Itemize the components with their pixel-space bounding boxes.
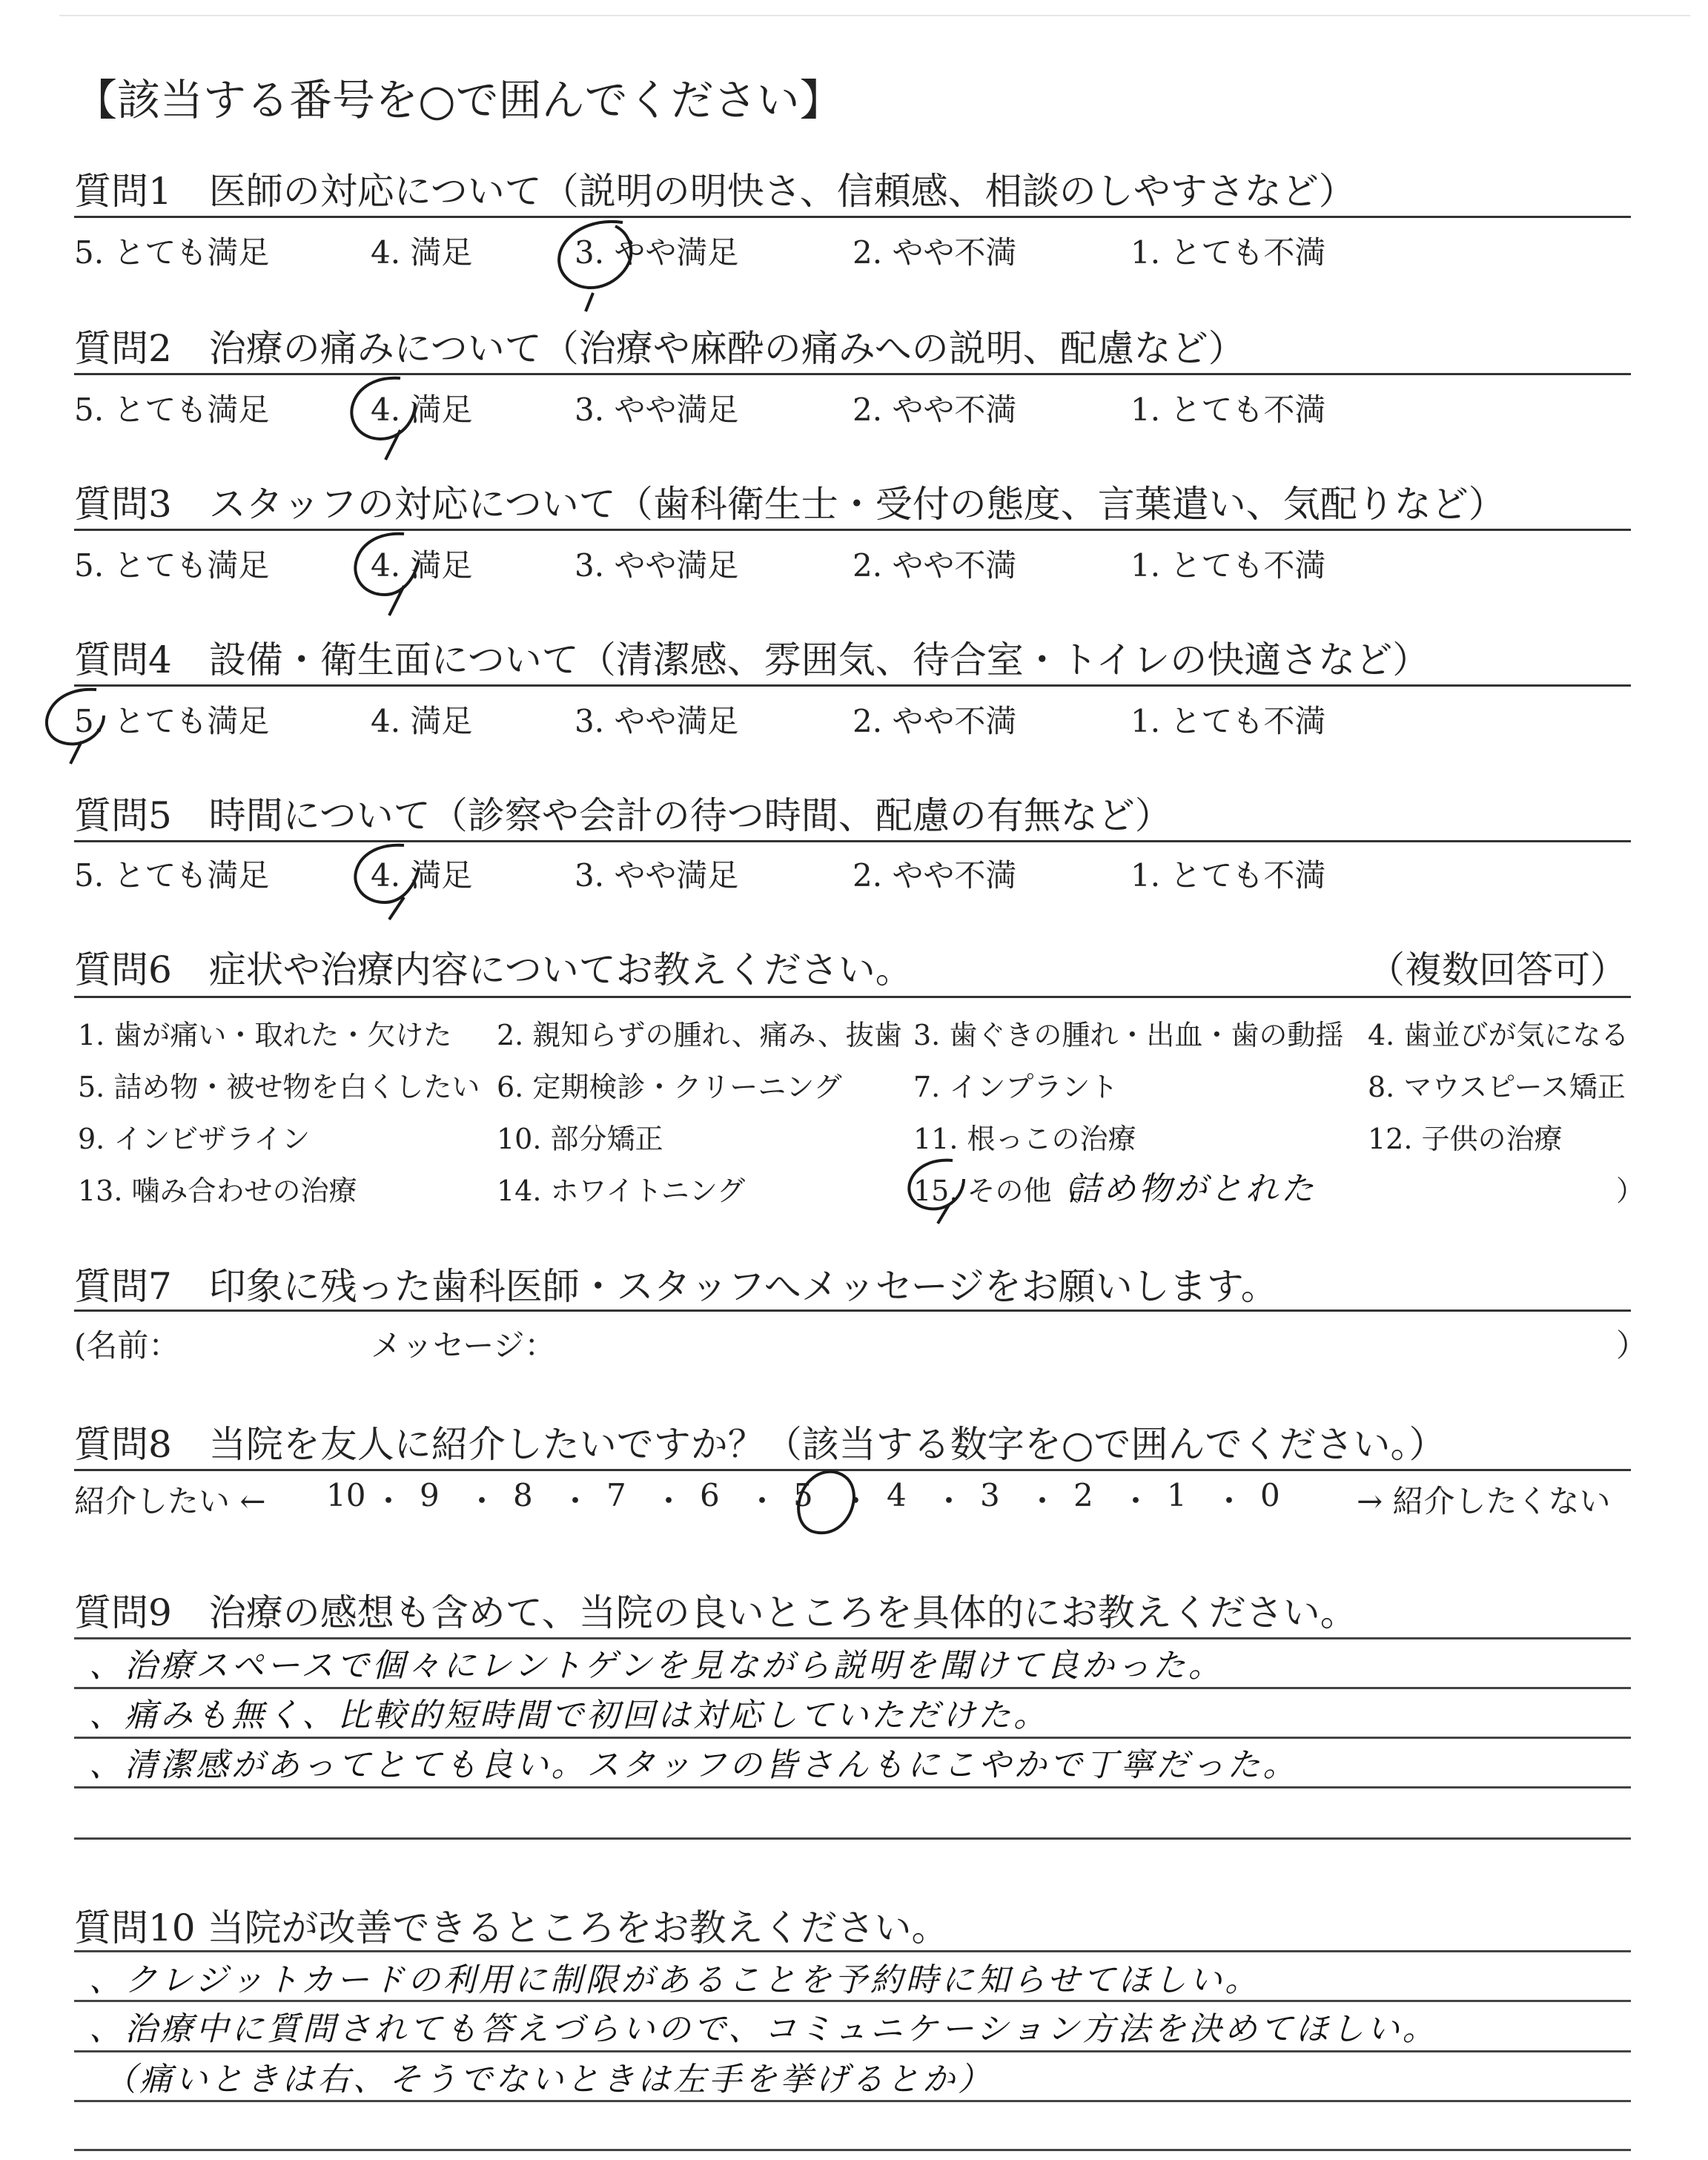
q3-option-3[interactable]: 3. やや満足 (575, 547, 739, 584)
answer-line (74, 2100, 1631, 2102)
q3-option-5[interactable]: 5. とても満足 (74, 547, 270, 584)
scale-number-2[interactable]: 2 (1073, 1477, 1093, 1513)
q5-option-3[interactable]: 3. やや満足 (575, 857, 739, 894)
multiple-answer-note: （複数回答可） (1368, 948, 1627, 991)
divider (74, 996, 1631, 998)
q1-option-5[interactable]: 5. とても満足 (74, 234, 270, 271)
scale-separator: ・ (373, 1483, 405, 1519)
scale-separator: ・ (1027, 1483, 1059, 1519)
q9-answer-3: 、清潔感があってとても良い。スタッフの皆さんもにこやかで丁寧だった。 (89, 1746, 1299, 1784)
question-10: 質問10 当院が改善できるところをお教えください。 (74, 1906, 949, 1949)
question-4: 質問4 設備・衛生面について（清潔感、雰囲気、待合室・トイレの快適さなど） (74, 638, 1430, 681)
q6-other-handwritten: 詰め物がとれた (1068, 1170, 1317, 1208)
q10-answer-3: （痛いときは右、そうでないときは左手を挙げるとか） (104, 2061, 993, 2098)
q6-option-2[interactable]: 2. 親知らずの腫れ、痛み、抜歯 (497, 1019, 902, 1051)
scale-separator: ・ (747, 1483, 778, 1519)
name-label: (名前： (74, 1327, 180, 1364)
question-5: 質問5 時間について（診察や会計の待つ時間、配慮の有無など） (74, 794, 1172, 837)
question-7: 質問7 印象に残った歯科医師・スタッフへメッセージをお願いします。 (74, 1265, 1278, 1308)
q10-answer-1: 、クレジットカードの利用に制限があることを予約時に知らせてほしい。 (89, 1961, 1261, 1999)
answer-line (74, 2149, 1631, 2151)
scale-number-5[interactable]: 5 (793, 1477, 813, 1513)
q6-other-close-paren: ） (1616, 1175, 1645, 1207)
divider (74, 529, 1631, 531)
scale-number-6[interactable]: 6 (700, 1477, 720, 1513)
top-border (59, 15, 1690, 16)
q3-option-4[interactable]: 4. 満足 (371, 547, 473, 584)
divider (74, 840, 1631, 842)
q2-option-2[interactable]: 2. やや不満 (853, 392, 1017, 428)
scale-separator: ・ (560, 1483, 592, 1519)
divider (74, 216, 1631, 218)
q3-option-1[interactable]: 1. とても不満 (1131, 547, 1326, 584)
q2-option-1[interactable]: 1. とても不満 (1131, 392, 1326, 428)
q1-option-4[interactable]: 4. 満足 (371, 234, 473, 271)
scale-number-4[interactable]: 4 (887, 1477, 907, 1513)
q3-option-2[interactable]: 2. やや不満 (853, 547, 1017, 584)
scale-number-0[interactable]: 0 (1260, 1477, 1280, 1513)
q1-option-2[interactable]: 2. やや不満 (853, 234, 1017, 271)
q2-option-4[interactable]: 4. 満足 (371, 392, 473, 428)
q6-option-1[interactable]: 1. 歯が痛い・取れた・欠けた (78, 1019, 452, 1051)
scale-separator: ・ (1120, 1483, 1152, 1519)
answer-line (74, 1950, 1631, 1952)
q6-option-14[interactable]: 14. ホワイトニング (497, 1175, 746, 1207)
scale-separator: ・ (840, 1483, 872, 1519)
q2-option-3[interactable]: 3. やや満足 (575, 392, 739, 428)
q6-option-11[interactable]: 11. 根っこの治療 (913, 1123, 1136, 1155)
q10-answer-2: 、治療中に質問されても答えづらいので、コミュニケーション方法を決めてほしい。 (89, 2010, 1438, 2048)
page-title: 【該当する番号を○で囲んでください】 (74, 75, 843, 125)
q5-option-2[interactable]: 2. やや不満 (853, 857, 1017, 894)
answer-line (74, 1837, 1631, 1840)
q6-option-15[interactable]: 15. その他（ (913, 1175, 1080, 1207)
question-2: 質問2 治療の痛みについて（治療や麻酔の痛みへの説明、配慮など） (74, 327, 1245, 370)
q1-option-3[interactable]: 3. やや満足 (575, 234, 739, 271)
scale-number-3[interactable]: 3 (980, 1477, 1000, 1513)
q6-option-3[interactable]: 3. 歯ぐきの腫れ・出血・歯の動揺 (913, 1019, 1344, 1051)
q2-option-5[interactable]: 5. とても満足 (74, 392, 270, 428)
scale-number-7[interactable]: 7 (606, 1477, 626, 1513)
q1-option-1[interactable]: 1. とても不満 (1131, 234, 1326, 271)
q5-option-1[interactable]: 1. とても不満 (1131, 857, 1326, 894)
scale-separator: ・ (653, 1483, 685, 1519)
scale-number-8[interactable]: 8 (513, 1477, 533, 1513)
scale-separator: ・ (933, 1483, 965, 1519)
divider (74, 1309, 1631, 1312)
answer-line (74, 1786, 1631, 1789)
question-3: 質問3 スタッフの対応について（歯科衛生士・受付の態度、言葉遣い、気配りなど） (74, 483, 1506, 526)
q6-option-10[interactable]: 10. 部分矯正 (497, 1123, 663, 1155)
question-1: 質問1 医師の対応について（説明の明快さ、信頼感、相談のしやすさなど） (74, 170, 1356, 213)
q6-option-7[interactable]: 7. インプラント (913, 1071, 1119, 1103)
q6-option-4[interactable]: 4. 歯並びが気になる (1368, 1019, 1629, 1051)
message-label: メッセージ： (371, 1327, 556, 1364)
divider (74, 373, 1631, 375)
q4-option-5[interactable]: 5. とても満足 (74, 703, 270, 739)
q9-answer-2: 、痛みも無く、比較的短時間で初回は対応していただけた。 (89, 1697, 1050, 1734)
q5-option-4[interactable]: 4. 満足 (371, 857, 473, 894)
question-8: 質問8 当院を友人に紹介したいですか？（該当する数字を○で囲んでください。） (74, 1423, 1446, 1466)
q5-option-5[interactable]: 5. とても満足 (74, 857, 270, 894)
q4-option-4[interactable]: 4. 満足 (371, 703, 473, 739)
q6-option-12[interactable]: 12. 子供の治療 (1368, 1123, 1563, 1155)
divider (74, 1469, 1631, 1471)
scale-separator: ・ (1214, 1483, 1245, 1519)
q9-answer-1: 、治療スペースで個々にレントゲンを見ながら説明を聞けて良かった。 (89, 1647, 1224, 1685)
question-6: 質問6 症状や治療内容についてお教えください。 (74, 948, 913, 991)
scale-right-label: → 紹介したくない (1357, 1483, 1611, 1519)
q6-option-13[interactable]: 13. 噛み合わせの治療 (78, 1175, 357, 1207)
question-9: 質問9 治療の感想も含めて、当院の良いところを具体的にお教えください。 (74, 1591, 1357, 1634)
scale-number-1[interactable]: 1 (1167, 1477, 1187, 1513)
divider (74, 684, 1631, 687)
q7-close-paren: ） (1616, 1327, 1648, 1364)
q6-option-6[interactable]: 6. 定期検診・クリーニング (497, 1071, 842, 1103)
scale-separator: ・ (466, 1483, 498, 1519)
scale-number-9[interactable]: 9 (420, 1477, 440, 1513)
q6-option-8[interactable]: 8. マウスピース矯正 (1368, 1071, 1626, 1103)
q4-option-1[interactable]: 1. とても不満 (1131, 703, 1326, 739)
q4-option-2[interactable]: 2. やや不満 (853, 703, 1017, 739)
scale-left-label: 紹介したい ← (74, 1483, 266, 1519)
q4-option-3[interactable]: 3. やや満足 (575, 703, 739, 739)
q6-option-5[interactable]: 5. 詰め物・被せ物を白くしたい (78, 1071, 480, 1103)
scale-number-10[interactable]: 10 (326, 1477, 366, 1513)
q6-option-9[interactable]: 9. インビザライン (78, 1123, 311, 1155)
